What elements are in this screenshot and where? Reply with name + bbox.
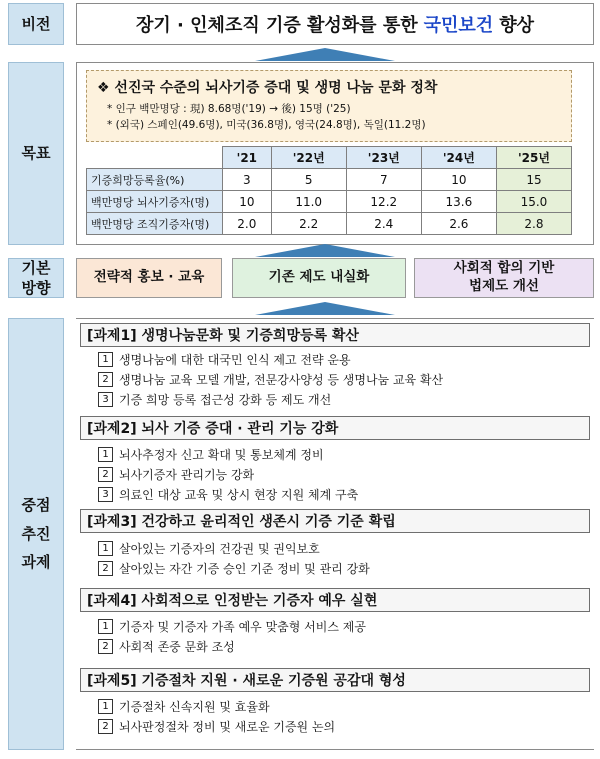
table-row xyxy=(87,213,572,235)
value-cell: 15.0 xyxy=(496,191,571,213)
task-item-text: 기증절차 신속지원 및 효율화 xyxy=(119,699,270,714)
number-box: 1 xyxy=(98,699,113,714)
task-items-1 xyxy=(98,349,568,409)
tasks-label: 중점 추진 과제 xyxy=(8,318,64,750)
flow-arrow-2 xyxy=(255,244,395,257)
task-item-text: 뇌사기증자 관리기능 강화 xyxy=(119,467,255,482)
number-box: 2 xyxy=(98,719,113,734)
list-item xyxy=(98,538,568,558)
year-cell: '23년 xyxy=(346,147,421,169)
task-item-text: 살아있는 자간 기증 승인 기준 정비 및 관리 강화 xyxy=(119,561,370,576)
vision-statement xyxy=(76,3,594,45)
direction-label: 기본 방향 xyxy=(8,258,64,298)
goal-title: ❖ 선진국 수준의 뇌사기증 증대 및 생명 나눔 문화 정착 xyxy=(97,80,438,96)
direction-item-promotion: 전략적 홍보 · 교육 xyxy=(76,258,222,298)
row-header: 백만명당 조직기증자(명) xyxy=(87,213,223,235)
task-title-4: [과제4] 사회적으로 인정받는 기증자 예우 실현 xyxy=(80,588,590,612)
list-item xyxy=(98,369,568,389)
vision-text-after: 향상 xyxy=(499,15,534,36)
number-box: 3 xyxy=(98,487,113,502)
value-cell: 3 xyxy=(223,169,272,191)
table-row xyxy=(87,191,572,213)
list-item xyxy=(98,484,568,504)
value-cell: 2.0 xyxy=(223,213,272,235)
value-cell: 2.8 xyxy=(496,213,571,235)
row-header: 기증희망등록율(%) xyxy=(87,169,223,191)
goal-label: 목표 xyxy=(8,62,64,245)
list-item xyxy=(98,444,568,464)
flow-arrow-1 xyxy=(255,48,395,61)
number-box: 2 xyxy=(98,467,113,482)
row-header: 백만명당 뇌사기증자(명) xyxy=(87,191,223,213)
list-item xyxy=(98,636,568,656)
list-item xyxy=(98,389,568,409)
task-item-text: 생명나눔 교육 모델 개발, 전문강사양성 등 생명나눔 교육 확산 xyxy=(119,372,444,387)
task-item-text: 살아있는 기증자의 건강권 및 권익보호 xyxy=(119,541,320,556)
vision-label: 비전 xyxy=(8,3,64,45)
number-box: 1 xyxy=(98,619,113,634)
value-cell: 15 xyxy=(496,169,571,191)
goal-note-2: * (외국) 스페인(49.6명), 미국(36.8명), 영국(24.8명), 독일(11.2명) xyxy=(107,119,426,131)
value-cell: 2.2 xyxy=(271,213,346,235)
year-cell: '22년 xyxy=(271,147,346,169)
year-cell: '25년 xyxy=(496,147,571,169)
flow-arrow-3 xyxy=(255,302,395,315)
value-cell: 5 xyxy=(271,169,346,191)
task-item-text: 뇌사추정자 신고 확대 및 통보체계 정비 xyxy=(119,447,324,462)
number-box: 2 xyxy=(98,372,113,387)
task-items-2 xyxy=(98,444,568,504)
list-item xyxy=(98,558,568,578)
table-row xyxy=(87,169,572,191)
goal-note-1: * 인구 백만명당 : 現) 8.68명('19) → 後) 15명 ('25) xyxy=(107,103,351,115)
value-cell: 10 xyxy=(223,191,272,213)
list-item xyxy=(98,349,568,369)
goal-table-header xyxy=(87,147,572,169)
task-title-5: [과제5] 기증절차 지원 · 새로운 기증원 공감대 형성 xyxy=(80,668,590,692)
direction-item-legal: 사회적 합의 기반 법제도 개선 xyxy=(414,258,594,298)
task-item-text: 기증 희망 등록 접근성 강화 등 제도 개선 xyxy=(119,392,332,407)
task-item-text: 기증자 및 기증자 가족 예우 맞춤형 서비스 제공 xyxy=(119,619,366,634)
number-box: 3 xyxy=(98,392,113,407)
task-items-5 xyxy=(98,696,568,736)
task-items-4 xyxy=(98,616,568,656)
task-title-2: [과제2] 뇌사 기증 증대 · 관리 기능 강화 xyxy=(80,416,590,440)
value-cell: 10 xyxy=(421,169,496,191)
list-item xyxy=(98,696,568,716)
value-cell: 11.0 xyxy=(271,191,346,213)
year-cell: '24년 xyxy=(421,147,496,169)
year-cell: '21 xyxy=(223,147,272,169)
value-cell: 13.6 xyxy=(421,191,496,213)
task-item-text: 의료인 대상 교육 및 상시 현장 지원 체계 구축 xyxy=(119,487,359,502)
task-item-text: 사회적 존중 문화 조성 xyxy=(119,639,235,654)
number-box: 2 xyxy=(98,561,113,576)
goal-table xyxy=(86,146,572,235)
number-box: 1 xyxy=(98,541,113,556)
list-item xyxy=(98,616,568,636)
task-title-3: [과제3] 건강하고 윤리적인 생존시 기증 기준 확립 xyxy=(80,509,590,533)
list-item xyxy=(98,716,568,736)
value-cell: 2.4 xyxy=(346,213,421,235)
number-box: 1 xyxy=(98,447,113,462)
goal-summary-box xyxy=(86,70,572,142)
value-cell: 12.2 xyxy=(346,191,421,213)
vision-text-before: 장기 · 인체조직 기증 활성화를 통한 xyxy=(136,15,418,36)
direction-item-system: 기존 제도 내실화 xyxy=(232,258,406,298)
task-item-text: 생명나눔에 대한 대국민 인식 제고 전략 운용 xyxy=(119,352,351,367)
value-cell: 2.6 xyxy=(421,213,496,235)
number-box: 1 xyxy=(98,352,113,367)
goal-table-corner xyxy=(87,147,223,169)
value-cell: 7 xyxy=(346,169,421,191)
task-items-3 xyxy=(98,538,568,578)
list-item xyxy=(98,464,568,484)
number-box: 2 xyxy=(98,639,113,654)
vision-highlight: 국민보건 xyxy=(423,15,494,36)
task-item-text: 뇌사판정절차 정비 및 새로운 기증원 논의 xyxy=(119,719,336,734)
task-title-1: [과제1] 생명나눔문화 및 기증희망등록 확산 xyxy=(80,323,590,347)
